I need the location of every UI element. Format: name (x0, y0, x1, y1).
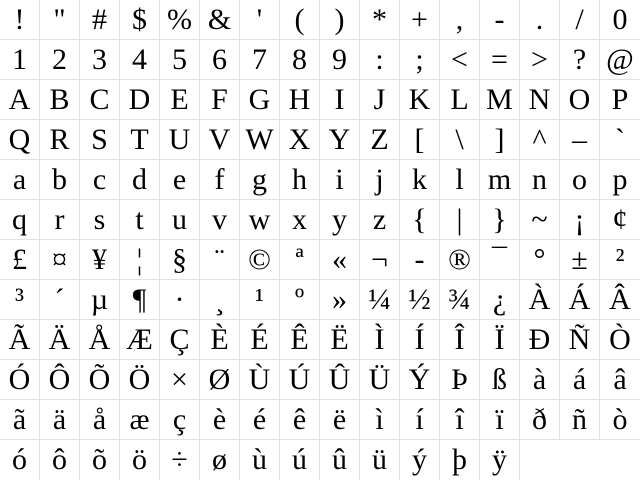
glyph-cell: A (0, 80, 40, 120)
glyph-cell: ? (560, 40, 600, 80)
glyph-cell: : (360, 40, 400, 80)
glyph-cell: O (560, 80, 600, 120)
glyph-cell: ² (600, 240, 640, 280)
glyph-cell: ì (360, 400, 400, 440)
glyph-cell: 6 (200, 40, 240, 80)
glyph-cell: Ü (360, 360, 400, 400)
glyph-cell: Å (80, 320, 120, 360)
glyph-cell: s (80, 200, 120, 240)
glyph-cell: % (160, 0, 200, 40)
glyph-cell: < (440, 40, 480, 80)
glyph-cell: S (80, 120, 120, 160)
glyph-cell: · (160, 280, 200, 320)
glyph-cell: ö (120, 440, 160, 480)
glyph-cell: 0 (600, 0, 640, 40)
glyph-cell: w (240, 200, 280, 240)
glyph-cell: p (600, 160, 640, 200)
glyph-cell: Ô (40, 360, 80, 400)
glyph-cell: { (400, 200, 440, 240)
glyph-cell: ` (600, 120, 640, 160)
glyph-cell: P (600, 80, 640, 120)
glyph-cell: Ä (40, 320, 80, 360)
glyph-cell: Á (560, 280, 600, 320)
glyph-cell: v (200, 200, 240, 240)
glyph-cell: K (400, 80, 440, 120)
glyph-cell: ä (40, 400, 80, 440)
glyph-cell: ï (480, 400, 520, 440)
glyph-cell: \ (440, 120, 480, 160)
glyph-cell: Ê (280, 320, 320, 360)
glyph-cell: ÷ (160, 440, 200, 480)
glyph-cell: â (600, 360, 640, 400)
glyph-cell: ° (520, 240, 560, 280)
glyph-cell: o (560, 160, 600, 200)
glyph-cell: Ë (320, 320, 360, 360)
glyph-cell: Ã (0, 320, 40, 360)
glyph-cell: £ (0, 240, 40, 280)
glyph-cell: G (240, 80, 280, 120)
glyph-cell: V (200, 120, 240, 160)
glyph-cell: Ù (240, 360, 280, 400)
glyph-cell: " (40, 0, 80, 40)
glyph-cell: T (120, 120, 160, 160)
glyph-cell: 8 (280, 40, 320, 80)
glyph-cell: # (80, 0, 120, 40)
glyph-cell: ú (280, 440, 320, 480)
glyph-cell: Q (0, 120, 40, 160)
glyph-cell: W (240, 120, 280, 160)
glyph-cell: R (40, 120, 80, 160)
glyph-cell: U (160, 120, 200, 160)
glyph-cell: . (520, 0, 560, 40)
glyph-cell: ¨ (200, 240, 240, 280)
glyph-cell: Þ (440, 360, 480, 400)
glyph-cell: ± (560, 240, 600, 280)
glyph-cell: k (400, 160, 440, 200)
glyph-cell: - (480, 0, 520, 40)
glyph-cell: ñ (560, 400, 600, 440)
glyph-cell: b (40, 160, 80, 200)
glyph-cell: H (280, 80, 320, 120)
glyph-cell: ¶ (120, 280, 160, 320)
glyph-cell: Æ (120, 320, 160, 360)
glyph-cell: n (520, 160, 560, 200)
glyph-cell: õ (80, 440, 120, 480)
glyph-cell: » (320, 280, 360, 320)
glyph-cell: X (280, 120, 320, 160)
glyph-cell: 5 (160, 40, 200, 80)
glyph-cell: ' (240, 0, 280, 40)
glyph-cell: ¹ (240, 280, 280, 320)
glyph-cell: r (40, 200, 80, 240)
glyph-cell: L (440, 80, 480, 120)
glyph-cell: Ý (400, 360, 440, 400)
glyph-cell: ( (280, 0, 320, 40)
glyph-cell: d (120, 160, 160, 200)
glyph-cell: [ (400, 120, 440, 160)
glyph-cell: î (440, 400, 480, 440)
glyph-cell: ¬ (360, 240, 400, 280)
glyph-cell: i (320, 160, 360, 200)
glyph-cell: å (80, 400, 120, 440)
glyph-cell: ¢ (600, 200, 640, 240)
glyph-cell: ´ (40, 280, 80, 320)
glyph-cell: Ç (160, 320, 200, 360)
glyph-cell: f (200, 160, 240, 200)
glyph-cell: t (120, 200, 160, 240)
glyph-cell: j (360, 160, 400, 200)
glyph-cell: ; (400, 40, 440, 80)
glyph-cell: 3 (80, 40, 120, 80)
glyph-cell: Ö (120, 360, 160, 400)
glyph-cell: g (240, 160, 280, 200)
glyph-cell: é (240, 400, 280, 440)
glyph-cell: z (360, 200, 400, 240)
glyph-cell: 7 (240, 40, 280, 80)
glyph-cell: á (560, 360, 600, 400)
glyph-cell: © (240, 240, 280, 280)
glyph-cell: Ú (280, 360, 320, 400)
glyph-cell: ³ (0, 280, 40, 320)
glyph-cell: > (520, 40, 560, 80)
glyph-cell: 2 (40, 40, 80, 80)
glyph-cell: a (0, 160, 40, 200)
glyph-cell: ª (280, 240, 320, 280)
glyph-cell: ø (200, 440, 240, 480)
glyph-cell: $ (120, 0, 160, 40)
glyph-cell: ò (600, 400, 640, 440)
glyph-cell: e (160, 160, 200, 200)
glyph-cell: Ó (0, 360, 40, 400)
glyph-cell: í (400, 400, 440, 440)
glyph-cell: = (480, 40, 520, 80)
glyph-cell: º (280, 280, 320, 320)
glyph-cell: ! (0, 0, 40, 40)
glyph-cell: Ð (520, 320, 560, 360)
glyph-cell: Ï (480, 320, 520, 360)
glyph-cell: æ (120, 400, 160, 440)
glyph-cell: ® (440, 240, 480, 280)
glyph-cell: Â (600, 280, 640, 320)
glyph-cell: ~ (520, 200, 560, 240)
glyph-cell: ý (400, 440, 440, 480)
glyph-cell: Ò (600, 320, 640, 360)
glyph-cell: I (320, 80, 360, 120)
glyph-cell: ð (520, 400, 560, 440)
glyph-cell: Î (440, 320, 480, 360)
glyph-cell: D (120, 80, 160, 120)
glyph-cell: E (160, 80, 200, 120)
glyph-cell: / (560, 0, 600, 40)
glyph-cell: ÿ (480, 440, 520, 480)
glyph-cell: | (440, 200, 480, 240)
glyph-cell: @ (600, 40, 640, 80)
glyph-cell: & (200, 0, 240, 40)
glyph-cell: ã (0, 400, 40, 440)
glyph-cell: § (160, 240, 200, 280)
glyph-cell: Í (400, 320, 440, 360)
glyph-cell: Û (320, 360, 360, 400)
glyph-cell: h (280, 160, 320, 200)
glyph-cell: ù (240, 440, 280, 480)
glyph-cell: Ì (360, 320, 400, 360)
glyph-cell: Ø (200, 360, 240, 400)
glyph-cell: à (520, 360, 560, 400)
glyph-cell: ¦ (120, 240, 160, 280)
glyph-cell: Õ (80, 360, 120, 400)
glyph-cell: ¥ (80, 240, 120, 280)
glyph-cell: Y (320, 120, 360, 160)
glyph-cell: } (480, 200, 520, 240)
glyph-cell: c (80, 160, 120, 200)
glyph-cell: þ (440, 440, 480, 480)
glyph-cell: ¤ (40, 240, 80, 280)
glyph-cell: ¯ (480, 240, 520, 280)
glyph-cell: ¡ (560, 200, 600, 240)
glyph-cell: ] (480, 120, 520, 160)
glyph-cell: ü (360, 440, 400, 480)
glyph-cell: N (520, 80, 560, 120)
glyph-cell: M (480, 80, 520, 120)
glyph-cell: m (480, 160, 520, 200)
glyph-cell: ¼ (360, 280, 400, 320)
glyph-cell: ê (280, 400, 320, 440)
glyph-cell: – (560, 120, 600, 160)
glyph-cell: ¸ (200, 280, 240, 320)
glyph-cell: ½ (400, 280, 440, 320)
glyph-cell: , (440, 0, 480, 40)
glyph-cell: ) (320, 0, 360, 40)
glyph-cell: F (200, 80, 240, 120)
glyph-cell: µ (80, 280, 120, 320)
glyph-cell: Ñ (560, 320, 600, 360)
glyph-cell: « (320, 240, 360, 280)
glyph-cell: ^ (520, 120, 560, 160)
glyph-cell: * (360, 0, 400, 40)
glyph-cell: × (160, 360, 200, 400)
glyph-cell: ¿ (480, 280, 520, 320)
glyph-cell: B (40, 80, 80, 120)
glyph-cell: À (520, 280, 560, 320)
glyph-cell: J (360, 80, 400, 120)
glyph-cell: C (80, 80, 120, 120)
glyph-cell: ç (160, 400, 200, 440)
glyph-cell: É (240, 320, 280, 360)
glyph-cell: È (200, 320, 240, 360)
glyph-cell: Z (360, 120, 400, 160)
glyph-cell: ¾ (440, 280, 480, 320)
glyph-cell: û (320, 440, 360, 480)
glyph-cell: ó (0, 440, 40, 480)
glyph-cell: x (280, 200, 320, 240)
glyph-cell: y (320, 200, 360, 240)
glyph-cell: 4 (120, 40, 160, 80)
glyph-cell: + (400, 0, 440, 40)
glyph-cell: q (0, 200, 40, 240)
glyph-cell: ë (320, 400, 360, 440)
glyph-cell: - (400, 240, 440, 280)
glyph-cell: l (440, 160, 480, 200)
glyph-cell: 1 (0, 40, 40, 80)
glyph-cell: 9 (320, 40, 360, 80)
glyph-cell: ô (40, 440, 80, 480)
glyph-cell: u (160, 200, 200, 240)
glyph-cell: è (200, 400, 240, 440)
glyph-cell: ß (480, 360, 520, 400)
